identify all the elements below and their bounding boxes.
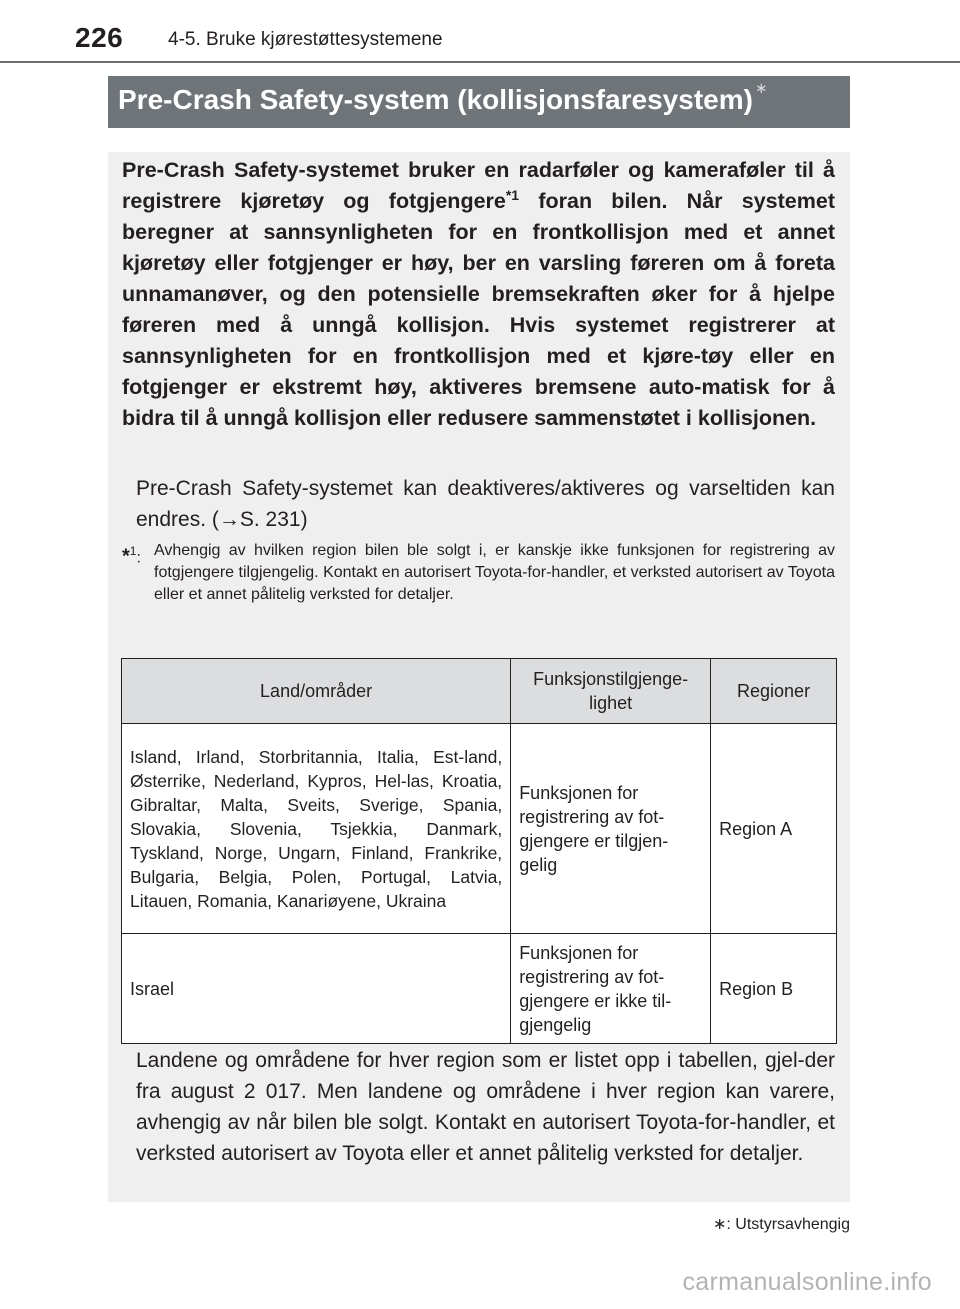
intro-text-1: Pre-Crash Safety-systemet bruker en radarføler og kameraføler til å registrere kjøretøy og fotgjengere — [122, 158, 835, 213]
page-header — [0, 0, 960, 60]
chapter-title: 4-5. Bruke kjørestøttesystemene — [168, 29, 443, 50]
section-title — [118, 79, 768, 116]
table-row — [122, 724, 837, 934]
settings-note-text: Pre-Crash Safety-systemet kan deaktiveres/aktiveres og varseltiden kan endres. ( — [136, 477, 835, 531]
availability-cell: Funksjonen for registrering av fot-gjengere er tilgjen-gelig — [511, 724, 711, 934]
page-reference-link[interactable]: S. 231) — [239, 508, 308, 531]
column-header-availability: Funksjonstilgjenge-lighet — [511, 659, 711, 724]
footnote-marker — [122, 540, 141, 570]
section-title-bar — [108, 76, 850, 128]
intro-text-2: foran bilen. Når systemet beregner at sannsynligheten for en frontkollisjon med et annet kjøretøy eller fotgjenger er høy, ber en varsling føreren om å foreta unnamanøver, og den potensielle bremsekraften øker for å hjelpe føreren med å unngå kollisjon. Hvis systemet registrerer at sannsynligheten for en frontkollisjon med et kjøre-tøy eller en fotgjenger er ekstremt høy, aktiveres bremsene auto-matisk for å bidra til å unngå kollisjon eller redusere sammenstøtet i kollisjonen. — [122, 189, 835, 430]
table-header-row — [122, 659, 837, 724]
countries-cell: Israel — [122, 934, 511, 1044]
column-header-countries: Land/områder — [122, 659, 511, 724]
equipment-footnote: ∗: Utstyrsavhengig — [712, 1216, 850, 1233]
settings-note — [136, 473, 835, 535]
region-note: Landene og områdene for hver region som er listet opp i tabellen, gjel-der fra august 2 017. Men landene og områdene i hver region kan varere, avhengig av når bilen ble solgt. Kontakt en autorisert Toyota-for-handler, et verksted autorisert av Toyota eller et annet pålitelig verksted for detaljer. — [136, 1049, 835, 1165]
arrow-icon: → — [218, 508, 240, 531]
table-row — [122, 934, 837, 1044]
countries-cell: Island, Irland, Storbritannia, Italia, Est-land, Østerrike, Nederland, Kypros, Hel-las, Kroatia, Gibraltar, Malta, Sveits, Sverige, Spania, Slovakia, Slovenia, Tsjekkia, Danmark, Tyskland, Norge, Ungarn, Finland, Frankrike, Bulgaria, Belgia, Polen, Portugal, Latvia, Litauen, Romania, Kanariøyene, Ukraina — [122, 724, 511, 934]
region-cell: Region A — [711, 724, 837, 934]
region-cell: Region B — [711, 934, 837, 1044]
intro-paragraph — [122, 155, 835, 434]
footnote — [122, 540, 835, 606]
region-table — [121, 658, 837, 1044]
header-divider — [0, 61, 960, 63]
availability-cell: Funksjonen for registrering av fot-gjengere er ikke til-gjengelig — [511, 934, 711, 1044]
footnote-colon: : — [136, 549, 141, 567]
section-title-text: Pre-Crash Safety-system (kollisjonsfaresystem) — [118, 84, 753, 115]
page-number: 226 — [75, 22, 124, 53]
footnote-number: 1 — [129, 544, 137, 558]
equipment-marker: ∗ — [754, 79, 768, 97]
column-header-regions: Regioner — [711, 659, 837, 724]
footnote-ref: *1 — [505, 186, 520, 203]
watermark: carmanualsonline.info — [682, 1268, 932, 1296]
footnote-text: Avhengig av hvilken region bilen ble solgt i, er kanskje ikke funksjonen for registrering av fotgjengere tilgjengelig. Kontakt en autorisert Toyota-for-handler, et verksted autorisert av Toyota eller et annet pålitelig verksted for detaljer. — [154, 542, 835, 603]
footnote-star: * — [122, 545, 130, 568]
